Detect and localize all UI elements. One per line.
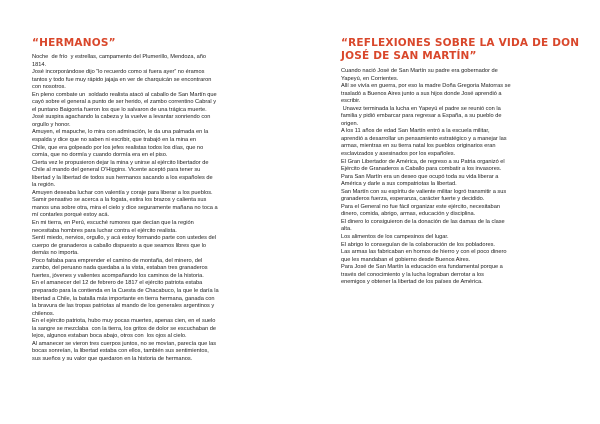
right-paragraph-line: El abrigo lo conseguían de la colaboración de los pobladores. (341, 241, 495, 248)
right-paragraph-line: Para José de San Martín la educación era fundamental porque a (341, 264, 503, 271)
right-paragraph-line: escribir. (341, 98, 361, 105)
right-paragraph-line: Yapeyú, en Corrientes. (341, 75, 399, 82)
left-paragraph-line: orgullo y honor. (32, 121, 71, 128)
right-paragraph-line: esclavizados y asesinados por los españoles. (341, 151, 456, 158)
left-paragraph-line: libertad y la libertad de todos sus hermanos sacando a los españoles de (32, 174, 213, 181)
left-paragraph-line: 1814. (32, 61, 47, 68)
left-paragraph-line: José suspira agachando la cabeza y la vuelve a levantar sonriendo con (32, 114, 211, 121)
right-paragraph-line: A los 11 años de edad San Martín entró a la escuela militar, (341, 128, 490, 135)
left-paragraph-line: Chile, que era golpeado por los jefes realistas todos los días, que no (32, 144, 204, 151)
left-paragraph-line: Noche de frío y estrellas, campamento del Plumerillo, Mendoza, año (32, 54, 207, 60)
right-paragraph-line: Unavez terminada la lucha en Yapeyú el padre se reunió con la (341, 105, 501, 112)
left-paragraph-line: lejos, algunos estaban boca abajo, otros con los ojos al cielo. (32, 333, 187, 340)
right-paragraph-line: familia y pidió embarcar para regresar a España, a su pueblo de (341, 113, 502, 120)
left-paragraph-line: En mi tierra, en Perú, escuché rumores que decían que la región (32, 220, 194, 227)
right-paragraph-line: alta. (341, 226, 352, 233)
left-body-text (32, 54, 294, 363)
left-paragraph-line: la bravura de las tropas patriotas al mando de los generales argentinos y (32, 303, 215, 310)
right-paragraph-line: trasladó a Buenos Aires junto a sus hijos donde José aprendió a (341, 90, 502, 97)
right-paragraph-line: dinero, comida, abrigo, armas, educación y disciplina. (341, 211, 476, 218)
left-paragraph-line: chilenos. (32, 310, 55, 317)
right-paragraph-line: enemigos y obtener la libertad de los países de América. (341, 279, 483, 286)
right-paragraph-line: El dinero lo consiguieron de la donación de las damas de la clase (341, 218, 505, 225)
left-paragraph-line: Poco faltaba para emprender el camino de montaña, del minero, del (32, 257, 203, 264)
left-paragraph-line: Al amanecer se vieron tres cuerpos juntos, no se movían, parecía que las (32, 340, 217, 347)
right-paragraph-line: armas, mientras en su tierra natal los pueblos originarios eran (341, 143, 496, 150)
left-paragraph-line: José incorporándose dijo “lo recuerdo como si fuera ayer” no éramos (32, 69, 205, 76)
left-paragraph-line: sus sueños y su valor que quedaron en la historia de hermanos. (32, 355, 193, 362)
left-paragraph-line: cuerpo de granaderos a caballo dispuesto a que seamos libres que lo (32, 242, 207, 249)
right-paragraph-line: América y darle a sus compatriotas la libertad. (341, 181, 457, 188)
left-paragraph-line: Samir pensativo se acerca a la fogata, estira los brazos y calienta sus (32, 197, 207, 204)
left-paragraph-line: mí contarles porqué estoy acá. (32, 212, 110, 219)
left-paragraph-line: la sangre se mezclaba con la tierra, los gritos de dolor se escuchaban de (32, 325, 217, 332)
right-title-line-2: JOSÉ DE SAN MARTÍN” (341, 50, 477, 62)
left-paragraph-line: necesitaba hombres para luchar contra el ejército realista. (32, 227, 177, 234)
left-paragraph-line: En pleno combate un soldado realista atacó al caballo de San Martín que (32, 91, 217, 98)
left-paragraph-line: la región. (32, 182, 56, 189)
right-paragraph-line: origen. (341, 120, 359, 127)
right-paragraph-line: Para San Martín era un deseo que ocupó toda su vida liberar a (341, 173, 499, 180)
left-paragraph-line: En el amanecer del 12 de febrero de 1817 el ejército patriota estaba (32, 280, 203, 287)
left-paragraph-line: manos una sobre otra, mira el cielo y dice seguramente mañana no toca a (32, 204, 218, 211)
left-paragraph-line: espalda y dice que no saben ni escribir, que trabajó en la mina en (32, 137, 196, 144)
left-paragraph-line: cayó sobre el general a punto de ser herido, el zambo correntino Cabral y (32, 99, 217, 106)
left-paragraph-line: libertad a Chile, la batalla más importante en tierra hermana, ganada con (32, 295, 215, 302)
left-paragraph-line: preparado para la contienda en la Cuesta de Chacabuco, la que le daría la (32, 287, 219, 294)
right-paragraph-line: aprendió a desarrollar un pensamiento estratégico y a manejar las (341, 135, 507, 142)
right-paragraph-line: Allí se vivía en guerra, por eso la madre Doña Gregoria Matorras se (341, 83, 511, 90)
right-paragraph-line: Cuando nació José de San Martín su padre era gobernador de (341, 68, 498, 74)
left-paragraph-line: comía, que no dormía y cuando dormía era en el piso. (32, 152, 168, 159)
right-paragraph-line: San Martín con su espíritu de valiente militar logró transmitir a sus (341, 188, 507, 195)
right-paragraph-line: Para el General no fue fácil organizar este ejército, necesitaban (341, 203, 500, 210)
left-paragraph-line: bocas sonreían, la libertad estaba con ellos, también sus sentimientos, (32, 348, 209, 355)
left-paragraph-line: Chile al mando del general O’Higgins. Vicente aceptó para tener su (32, 167, 201, 174)
left-paragraph-line: fuertes, jóvenes y valientes acompañando los caminos de la historia. (32, 272, 204, 279)
left-paragraph-line: tantos y todo fue muy rápido jajaja en ver de charquicán se encontraron (32, 76, 212, 83)
left-paragraph-line: En el ejército patriota, hubo muy pocas muertes, apenas cien, en el suelo (32, 318, 216, 325)
left-paragraph-line: Cierta vez le propusieron dejar la mina y unirse al ejército libertador de (32, 159, 209, 166)
right-title-line-1: “REFLEXIONES SOBRE LA VIDA DE DON (341, 37, 580, 49)
right-paragraph-line: través del conocimiento y la lucha lograban derrotar a los (341, 271, 484, 278)
right-paragraph-line: Los alimentos de los campesinos del lugar. (341, 234, 449, 241)
left-paragraph-line: el puntano Baigorria fueron los que lo salvaron de una trágica muerte. (32, 106, 207, 113)
right-title (341, 37, 586, 63)
right-paragraph-line: Ejército de Granaderos a Caballo para combatir a los invasores. (341, 166, 502, 173)
left-paragraph-line: Amuyen, el mapuche, lo mira con admiración, le da una palmada en la (32, 129, 209, 136)
left-paragraph-line: con nosotros. (32, 84, 66, 91)
left-paragraph-line: demás no importa. (32, 250, 79, 257)
left-paragraph-line: Amuyen deseaba luchar con valentía y coraje para liberar a los pueblos. (32, 189, 213, 196)
right-paragraph-line: El Gran Libertador de América, de regreso a su Patria organizó el (341, 158, 505, 165)
left-title: “HERMANOS” (32, 37, 116, 49)
left-paragraph-line: Sentí miedo, nervios, orgullo, y acá estoy formando parte con ustedes del (32, 235, 217, 242)
left-paragraph-line: zambo, del peruano nada quedaba a la vista, estaban tres granaderos (32, 265, 208, 272)
right-body-text (341, 68, 593, 287)
right-paragraph-line: granaderos fuerza, esperanza, carácter fuerte y decidido. (341, 196, 485, 203)
right-paragraph-line: Las armas las fabricaban en hornos de hierro y con el poco dinero (341, 249, 507, 256)
right-paragraph-line: que les mandaban el gobierno desde Buenos Aires. (341, 256, 471, 263)
right-page (300, 0, 600, 424)
